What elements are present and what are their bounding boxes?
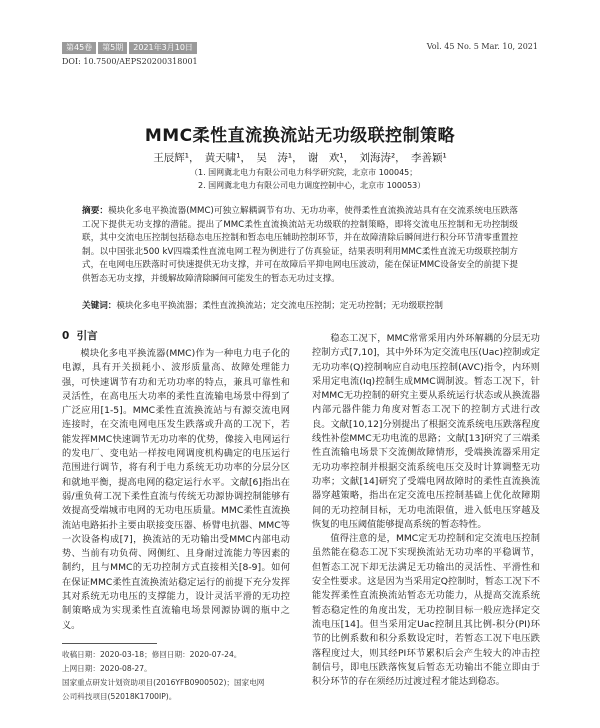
keywords-label: 关键词：: [82, 301, 117, 311]
abstract-label: 摘要：: [82, 206, 109, 216]
section-title: 引言: [76, 330, 98, 342]
affiliation-1: （1. 国网冀北电力有限公司电力科学研究院，北京市 100045；: [190, 168, 418, 177]
footnote-line: 收稿日期：2020-03-18；修回日期：2020-07-24。: [62, 650, 242, 659]
paragraph: 稳态工况下，MMC常常采用内外环解耦的分层无功控制方式[7,10]，其中外环为定交流电压(Uac)控制或定无功功率(Q)控制响应自动电压控制(AVC)指令，内环则采用定电流(Iq)控制生成MMC调制波。暂态工况下，针对MMC无功控制的研究主要从系统运行状态或从换流器内部元器件能力角度对暂态工况下的控制方式进行改良。文献[10,12]分别提出了根据交流系统电压跌落程度线性补偿MMC无功电流的思路；文献[13]研究了三端柔性直流输电场景下交流侧故障情形，受端换流器采用定无功功率控制并根据交流系统电压交及时计算调整无功功率；文献[14]研究了受端电网故障时的柔性直流换流器穿越策略，指出在定交流电压控制基础上优化故障期间的无功控制目标，无功电流限值，进入低电压穿越及恢复的电压阈值能够提高系统的暂态特性。: [312, 333, 540, 530]
journal-header-en: Vol. 45 No. 5 Mar. 10, 2021: [426, 42, 538, 51]
right-column: [312, 332, 540, 689]
author-list: 王辰辉¹， 黄天啸¹， 吴 涛¹， 谢 欢¹， 刘海涛²， 李善颖¹: [153, 152, 447, 164]
section-heading: [62, 328, 98, 343]
paragraph: 值得注意的是，MMC定无功控制和定交流电压控制虽然能在稳态工况下实现换流站无功功率的平稳调节，但暂态工况下却无法满足无功输出的灵活性、平滑性和安全性要求。这是因为当采用定Q控制时，暂态工况下不能发挥柔性直流换流站暂态无功能力，从提高交流系统暂态稳定性的角度出发，无功控制目标一般应选择定交流电压[14]。但当采用定Uac控制且其比例-积分(PI)环节的比例系数和积分系数设定时，若暂态工况下电压跌落程度过大，则其经PI环节累积后会产生较大的冲击控制信号，即电压跌落恢复后暂态无功输出不能立即由于积分环节的存在须经历过渡过程才能达到稳态。: [312, 533, 540, 688]
affiliation-2: 2. 国网冀北电力有限公司电力调度控制中心，北京市 100053）: [198, 181, 426, 190]
footnote-line: 上网日期：2020-08-27。: [62, 664, 152, 673]
doi: DOI: 10.7500/AEPS20200318001: [62, 57, 198, 66]
footnote-line: 公司科技项目(52018K1700IP)。: [62, 692, 177, 701]
date-badge: 2021年3月10日: [129, 42, 197, 54]
paper-title: MMC柔性直流换流站无功级联控制策略: [144, 126, 456, 146]
keywords: [82, 300, 518, 314]
footnotes: [62, 648, 290, 704]
abstract-text: 模块化多电平换流器(MMC)可独立解耦调节有功、无功功率，使得柔性直流换流站具有在交流系统电压跌落工况下提供无功支撑的潜能。提出了MMC柔性直流换流站无功级联的控制策略，即将交流电压控制和无功控制级联，其中交流电压控制包括稳态电压控制和暂态电压辅助控制环节，并在故障清除后瞬间进行积分环节清零重置控制。以中国张北500 kV四端柔性直流电网工程为例进行了仿真验证，结果表明利用MMC柔性直流无功级联控制方式，在电网电压跌落时可快速提供无功支撑，并可在故障后平抑电网电压波动，能在保证MMC设备安全的前提下提供暂态无功支撑，并缓解故障清除瞬间可能发生的暂态无功过支撑。: [82, 206, 518, 284]
footnote-line: 国家重点研发计划资助项目(2016YFB0900502)；国家电网: [62, 678, 265, 687]
keywords-text: 模块化多电平换流器；柔性直流换流站；定交流电压控制；定无功控制；无功级联控制: [116, 301, 443, 311]
journal-header: [62, 42, 199, 54]
section-number: 0: [62, 330, 70, 342]
paragraph: 模块化多电平换流器(MMC)作为一种电力电子化的电源，具有开关损耗小、波形质量高、故障处理能力强，可快速调节有功和无功功率的特点，兼具可靠性和灵活性，在高电压大功率的柔性直流输电场景中得到了广泛应用[1-5]。MMC柔性直流换流站与有源交流电网连接时，在交流电网电压发生跌落或升高的工况下，若能发挥MMC快速调节无功功率的优势，像接入电网运行的发电厂、变电站一样按电网调度机构确定的电压运行范围进行调节，将有利于电力系统无功功率的分层分区和就地平衡，提高电网的稳定运行水平。文献[6]指出在弱/重负荷工况下柔性直流与传统无功源协调控制能够有效提高受端城市电网的无功电压质量。MMC柔性直流换流站电路拓扑主要由联接变压器、桥臂电抗器、MMC等一次设备构成[7]，换流站的无功输出受MMC内部电动势、当前有功负荷、网侧红、且身耐过流能力等因素的制约，且与MMC的无功控制方式直接相关[8-9]。如何在保证MMC柔性直流换流站稳定运行的前提下充分发挥其对系统无功电压的支撑能力，设计灵活平滑的无功控制策略成为实现柔性直流输电场景网源协调的瓶中之义。: [62, 348, 290, 631]
footnote-divider: [62, 643, 157, 644]
issue-badge: 第5期: [98, 42, 127, 54]
left-column: [62, 347, 290, 633]
abstract: [82, 205, 518, 286]
volume-badge: 第45卷: [62, 42, 96, 54]
